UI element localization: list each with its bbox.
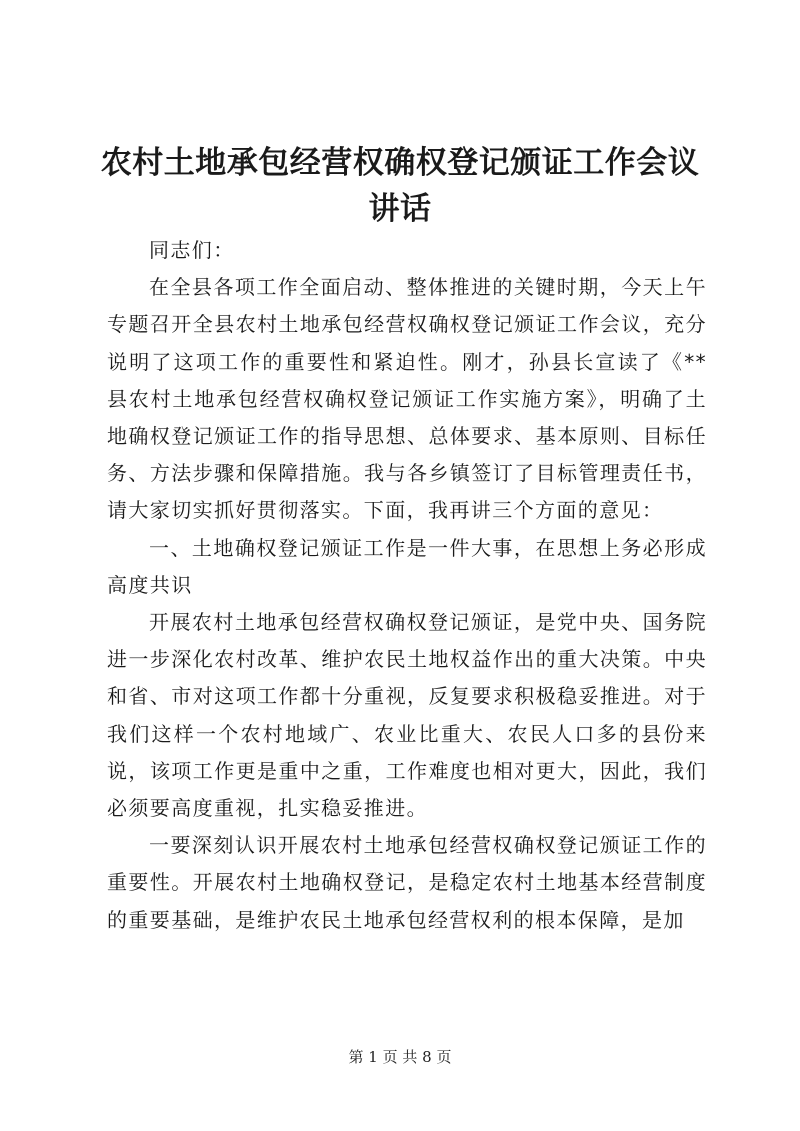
page-number-footer: 第 1 页 共 8 页 [348, 1048, 452, 1066]
body-paragraph: 在全县各项工作全面启动、整体推进的关键时期，今天上午专题召开全县农村土地承包经营权确权登记颁证工作会议，充分说明了这项工作的重要性和紧迫性。刚才，孙县长宣读了《**县农村土地承包经营权确权登记颁证工作实施方案》，明确了土地确权登记颁证工作的指导思想、总体要求、基本原则、目标任务、方法步骤和保障措施。我与各乡镇签订了目标管理责任书，请大家切实抓好贯彻落实。下面，我再讲三个方面的意见： [107, 275, 707, 523]
document-title: 农村土地承包经营权确权登记颁证工作会议讲话 [100, 145, 700, 227]
salutation-paragraph: 同志们： [149, 238, 235, 262]
body-paragraph: 开展农村土地承包经营权确权登记颁证，是党中央、国务院进一步深化农村改革、维护农民土地权益作出的重大决策。中央和省、市对这项工作都十分重视，反复要求积极稳妥推进。对于我们这样一个农村地域广、农业比重大、农民人口多的县份来说，该项工作更是重中之重，工作难度也相对更大，因此，我们必须要高度重视，扎实稳妥推进。 [107, 610, 707, 821]
section-heading: 一、土地确权登记颁证工作是一件大事，在思想上务必形成高度共识 [107, 535, 707, 597]
body-paragraph: 一要深刻认识开展农村土地承包经营权确权登记颁证工作的重要性。开展农村土地确权登记，是稳定农村土地基本经营制度的重要基础，是维护农民土地承包经营权利的根本保障，是加 [107, 833, 707, 932]
document-body [107, 232, 707, 939]
